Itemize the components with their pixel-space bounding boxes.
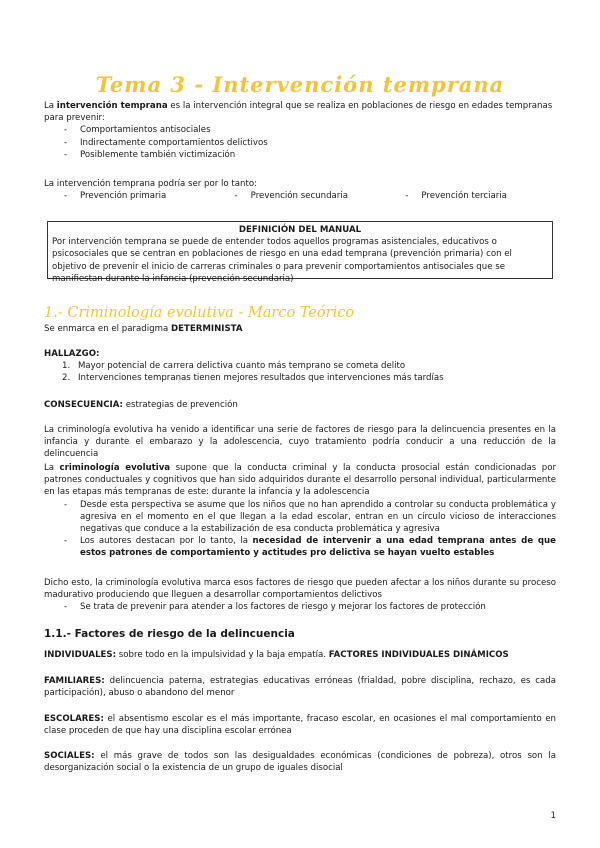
- intro-bold-term: intervención temprana: [56, 101, 168, 111]
- list-item: - Se trata de prevenir para atender a los factores de riesgo y mejorar los factores de protección: [64, 601, 556, 613]
- intro-paragraph: La intervención temprana es la intervención integral que se realiza en poblaciones de riesgo en edades tempranas para prevenir:: [44, 101, 553, 124]
- list-item: 1. Mayor potencial de carrera delictiva cuanto más temprano se cometa delito: [62, 361, 406, 372]
- intro-block: [44, 100, 556, 161]
- type-item: - Prevención primaria: [44, 190, 215, 202]
- paragraph: Dicho esto, la criminología evolutiva marca esos factores de riesgo que pueden afectar a los niños durante su proceso madurativo produciendo que lleguen a desarrollar comportamientos delictivos - Se trata de prevenir para atender a los factores de riesgo y mejorar los factores de protección: [44, 577, 556, 614]
- subsection-heading: 1.1.- Factores de riesgo de la delincuencia: [44, 628, 295, 640]
- hallazgo-label: HALLAZGO:: [44, 349, 100, 359]
- paragraph: La criminología evolutiva supone que la conducta criminal y la conducta prosocial están condicionadas por patrones conductuales y cognitivos que han sido adquiridos durante el desarrollo personal individual, particularmente en las etapas más tempranas de este: durante la infancia y la adolescencia - Desde esta perspectiva se asume que los niños que no han aprendido a controlar su conducta problemática y agresiva en el momento en el que llegan a la edad escolar, entran en un círculo vicioso de interacciones negativas que conduce a la estabilización de esa conducta problemática y agresiva - Los autores destacan por lo tanto, la necesidad de intervenir a una edad temprana antes de que estos patrones de comportamiento y actitudes pro delictiva se hayan vuelto estables: [44, 462, 556, 560]
- page-title: Tema 3 - Intervención temprana: [95, 72, 505, 97]
- list-item: 2. Intervenciones tempranas tienen mejores resultados que intervenciones más tardías: [62, 373, 444, 384]
- para3-list: [44, 601, 556, 613]
- factor-escolares: ESCOLARES: el absentismo escolar es el más importante, fracaso escolar, en ocasiones el mal comportamiento en clase proceden de que hay una disciplina escolar errónea: [44, 714, 556, 737]
- types-block: [44, 178, 556, 202]
- hallazgo-block: [44, 348, 556, 385]
- intro-list: [44, 124, 556, 161]
- list-item: - Indirectamente comportamientos delictivos: [64, 137, 556, 149]
- paragraph: La criminología evolutiva ha venido a identificar una serie de factores de riesgo para la delincuencia presentes en la infancia y durante el embarazo y la adolescencia, cuyo tratamiento podría conducir a una reducción de la delincuencia: [44, 425, 556, 460]
- list-item: - Posiblemente también victimización: [64, 149, 556, 161]
- factor-individuales: INDIVIDUALES: sobre todo en la impulsividad y la baja empatía. FACTORES INDIVIDUALES DINÁMICOS: [44, 650, 509, 660]
- page-number: 1: [550, 811, 556, 821]
- types-lead: La intervención temprana podría ser por lo tanto:: [44, 179, 257, 189]
- section-heading: 1.- Criminología evolutiva - Marco Teórico: [44, 305, 355, 321]
- factor-familiares: FAMILIARES: delincuencia paterna, estrategias educativas erróneas (frialdad, pobre disciplina, rechazo, es cada participación), abuso o abandono del menor: [44, 676, 556, 699]
- perspective-list: [44, 499, 556, 560]
- hallazgo-list: [44, 360, 556, 384]
- list-item: - Comportamientos antisociales: [64, 124, 556, 136]
- paradigm-line: Se enmarca en el paradigma DETERMINISTA: [44, 324, 243, 334]
- definition-header: DEFINICIÓN DEL MANUAL: [238, 225, 362, 235]
- definition-box: [47, 221, 553, 284]
- definition-text: Por intervención temprana se puede de entender todos aquellos programas asistenciales, educativos o psicosociales que se centran en poblaciones de riesgo en una edad temprana (prevención primaria) con el objetivo de prevenir el inicio de carreras criminales o para prevenir comportamientos antisociales que se manifiestan durante la infancia (prevención secundaria): [52, 237, 512, 284]
- factor-sociales: SOCIALES: el más grave de todos son las desigualdades económicas (condiciones de pobreza), otros son la desorganización social o la existencia de un grupo de iguales disocial: [44, 751, 556, 774]
- list-item: - Los autores destacan por lo tanto, la necesidad de intervenir a una edad temprana antes de que estos patrones de comportamiento y actitudes pro delictiva se hayan vuelto estables: [64, 535, 556, 559]
- consecuencia-line: CONSECUENCIA: estrategias de prevención: [44, 400, 238, 410]
- types-list: [44, 190, 556, 202]
- type-item: - Prevención secundaria: [215, 190, 386, 202]
- list-item: - Desde esta perspectiva se asume que los niños que no han aprendido a controlar su conducta problemática y agresiva en el momento en el que llegan a la edad escolar, entran en un círculo vicioso de interacciones negativas que conduce a la estabilización de esa conducta problemática y agresiva: [64, 499, 556, 536]
- type-item: - Prevención terciaria: [385, 190, 556, 202]
